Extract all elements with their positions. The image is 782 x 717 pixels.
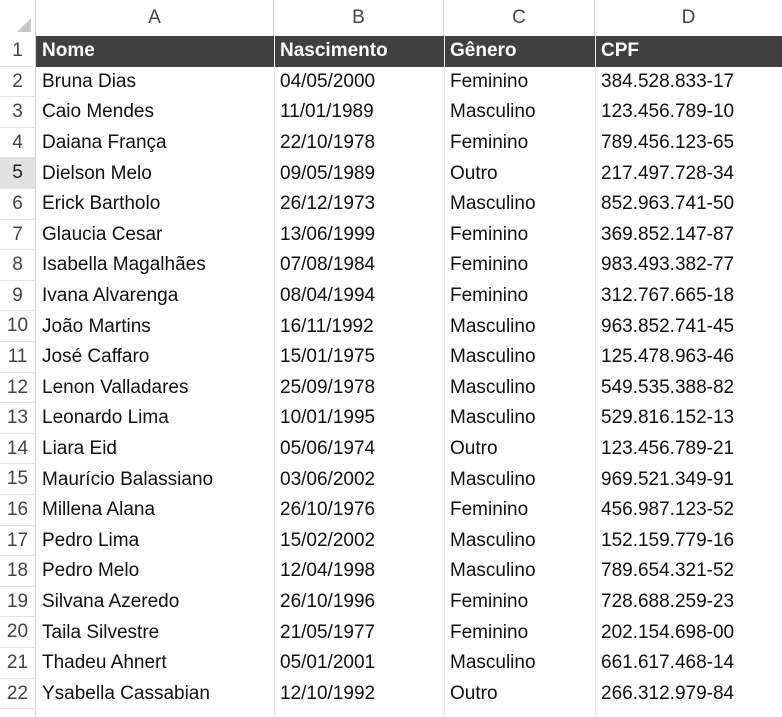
row-header-2[interactable]: 2	[0, 67, 36, 98]
cell-gender[interactable]: Masculino	[450, 468, 536, 490]
cell-name[interactable]: Liara Eid	[42, 438, 117, 460]
gridline	[595, 36, 596, 717]
cell-name[interactable]: Ysabella Cassabian	[42, 682, 210, 704]
cell-cpf[interactable]: 852.963.741-50	[601, 193, 735, 215]
table-row	[36, 220, 782, 251]
table-row	[36, 128, 782, 159]
cell-gender[interactable]: Masculino	[450, 407, 536, 429]
cell-name[interactable]: Maurício Balassiano	[42, 468, 214, 490]
cell-birthdate[interactable]: 08/04/1994	[280, 285, 376, 307]
cell-gender[interactable]: Outro	[450, 162, 498, 184]
table-row	[36, 311, 782, 342]
table-row	[36, 556, 782, 587]
select-all-button[interactable]	[0, 0, 36, 36]
table-row	[36, 403, 782, 434]
cell-name[interactable]: Erick Bartholo	[42, 193, 161, 215]
cell-gender[interactable]: Outro	[450, 682, 498, 704]
row-header-21[interactable]: 21	[0, 648, 36, 679]
table-row	[36, 67, 782, 98]
cell-cpf[interactable]: 123.456.789-21	[601, 438, 735, 460]
cell-birthdate[interactable]: 16/11/1992	[280, 315, 374, 337]
cell-name[interactable]: Pedro Melo	[42, 560, 140, 582]
row-header-15[interactable]: 15	[0, 464, 36, 495]
row-header-7[interactable]: 7	[0, 220, 36, 251]
header-cell-cpf[interactable]: CPF	[601, 40, 639, 62]
cell-name[interactable]: João Martins	[42, 315, 151, 337]
cell-name[interactable]: Bruna Dias	[42, 70, 136, 92]
table-row	[36, 158, 782, 189]
row-header-11[interactable]: 11	[0, 342, 36, 373]
table-row	[36, 679, 782, 710]
table-row	[36, 495, 782, 526]
cell-gender[interactable]: Masculino	[450, 376, 536, 398]
cell-gender[interactable]: Masculino	[450, 315, 536, 337]
row-header-16[interactable]: 16	[0, 495, 36, 526]
cell-gender[interactable]: Outro	[450, 438, 498, 460]
row-header-19[interactable]: 19	[0, 587, 36, 618]
table-row	[36, 464, 782, 495]
row-header-4[interactable]: 4	[0, 128, 36, 159]
cell-cpf[interactable]: 384.528.833-17	[601, 70, 735, 92]
cell-birthdate[interactable]: 13/06/1999	[280, 223, 376, 245]
cell-name[interactable]: Daiana França	[42, 132, 167, 154]
cell-birthdate[interactable]: 26/10/1976	[280, 499, 376, 521]
cell-birthdate[interactable]: 04/05/2000	[280, 70, 376, 92]
header-cell-name[interactable]: Nome	[42, 40, 95, 62]
row-header-18[interactable]: 18	[0, 556, 36, 587]
table-row	[36, 189, 782, 220]
row-header-12[interactable]: 12	[0, 373, 36, 404]
table-row	[36, 281, 782, 312]
cell-gender[interactable]: Feminino	[450, 591, 529, 613]
cell-cpf[interactable]: 202.154.698-00	[601, 621, 735, 643]
table-header-row	[36, 36, 782, 67]
cell-birthdate[interactable]: 12/10/1992	[280, 682, 376, 704]
table-row	[36, 617, 782, 648]
cell-name[interactable]: Silvana Azeredo	[42, 591, 180, 613]
cell-birthdate[interactable]: 03/06/2002	[280, 468, 376, 490]
cell-cpf[interactable]: 312.767.665-18	[601, 285, 735, 307]
row-header-1[interactable]: 1	[0, 36, 36, 67]
cell-cpf[interactable]: 728.688.259-23	[601, 591, 735, 613]
table-row	[36, 526, 782, 557]
select-all-icon	[17, 18, 31, 32]
cell-birthdate[interactable]: 11/01/1989	[280, 101, 374, 123]
cell-gender[interactable]: Masculino	[450, 560, 536, 582]
cell-birthdate[interactable]: 22/10/1978	[280, 132, 376, 154]
header-cell-birthdate[interactable]: Nascimento	[280, 40, 388, 62]
cell-birthdate[interactable]: 26/12/1973	[280, 193, 376, 215]
cell-name[interactable]: Pedro Lima	[42, 529, 140, 551]
cell-name[interactable]: Isabella Magalhães	[42, 254, 206, 276]
cell-cpf[interactable]: 661.617.468-14	[601, 652, 735, 674]
row-header-8[interactable]: 8	[0, 250, 36, 281]
row-header-5[interactable]: 5	[0, 158, 36, 189]
cell-name[interactable]: José Caffaro	[42, 346, 150, 368]
row-header-10[interactable]: 10	[0, 311, 36, 342]
cell-cpf[interactable]: 266.312.979-84	[601, 682, 735, 704]
cell-cpf[interactable]: 456.987.123-52	[601, 499, 735, 521]
cell-birthdate[interactable]: 05/06/1974	[280, 438, 376, 460]
cell-gender[interactable]: Feminino	[450, 70, 529, 92]
header-cell-gender[interactable]: Gênero	[450, 40, 517, 62]
row-header-22[interactable]: 22	[0, 679, 36, 710]
column-header-a[interactable]: A	[36, 0, 274, 36]
table-row	[36, 373, 782, 404]
cell-birthdate[interactable]: 15/02/2002	[280, 529, 376, 551]
cell-name[interactable]: Glaucia Cesar	[42, 223, 163, 245]
row-header-23-partial	[0, 710, 36, 717]
cell-birthdate[interactable]: 05/01/2001	[280, 652, 376, 674]
cell-birthdate[interactable]: 15/01/1975	[280, 346, 376, 368]
cell-cpf[interactable]: 123.456.789-10	[601, 101, 735, 123]
cell-cpf[interactable]: 969.521.349-91	[601, 468, 735, 490]
cell-gender[interactable]: Feminino	[450, 285, 529, 307]
column-header-c[interactable]: C	[444, 0, 595, 36]
row-header-13[interactable]: 13	[0, 403, 36, 434]
cell-gender[interactable]: Masculino	[450, 101, 536, 123]
cell-birthdate[interactable]: 25/09/1978	[280, 376, 376, 398]
cell-name[interactable]: Taila Silvestre	[42, 621, 160, 643]
cell-name[interactable]: Ivana Alvarenga	[42, 285, 179, 307]
cell-gender[interactable]: Feminino	[450, 223, 529, 245]
cell-gender[interactable]: Masculino	[450, 529, 536, 551]
row-header-20[interactable]: 20	[0, 617, 36, 648]
cell-cpf[interactable]: 983.493.382-77	[601, 254, 735, 276]
table-row	[36, 250, 782, 281]
row-header-3[interactable]: 3	[0, 97, 36, 128]
cell-gender[interactable]: Feminino	[450, 499, 529, 521]
cell-birthdate[interactable]: 21/05/1977	[280, 621, 376, 643]
cell-cpf[interactable]: 549.535.388-82	[601, 376, 735, 398]
row-header-17[interactable]: 17	[0, 526, 36, 557]
cell-name[interactable]: Caio Mendes	[42, 101, 154, 123]
gridline	[444, 36, 445, 717]
cell-cpf[interactable]: 529.816.152-13	[601, 407, 735, 429]
cell-gender[interactable]: Feminino	[450, 621, 529, 643]
cell-cpf[interactable]: 369.852.147-87	[601, 223, 735, 245]
column-header-d[interactable]: D	[681, 7, 696, 28]
cell-cpf[interactable]: 125.478.963-46	[601, 346, 735, 368]
cell-name[interactable]: Lenon Valladares	[42, 376, 189, 398]
cell-cpf[interactable]: 217.497.728-34	[601, 162, 735, 184]
table-row	[36, 97, 782, 128]
table-row	[36, 434, 782, 465]
cell-birthdate[interactable]: 10/01/1995	[280, 407, 376, 429]
column-header-bar	[0, 0, 782, 37]
table-row	[36, 648, 782, 679]
column-header-b[interactable]: B	[274, 0, 444, 36]
table-row	[36, 587, 782, 618]
row-header-14[interactable]: 14	[0, 434, 36, 465]
cell-gender[interactable]: Masculino	[450, 346, 536, 368]
cell-name[interactable]: Dielson Melo	[42, 162, 152, 184]
cell-birthdate[interactable]: 26/10/1996	[280, 591, 376, 613]
cell-birthdate[interactable]: 09/05/1989	[280, 162, 376, 184]
cell-birthdate[interactable]: 07/08/1984	[280, 254, 376, 276]
cell-cpf[interactable]: 152.159.779-16	[601, 529, 735, 551]
gridline	[274, 36, 275, 717]
cell-gender[interactable]: Feminino	[450, 132, 529, 154]
table-row	[36, 342, 782, 373]
cell-cpf[interactable]: 963.852.741-45	[601, 315, 735, 337]
cell-name[interactable]: Thadeu Ahnert	[42, 652, 167, 674]
cell-cpf[interactable]: 789.654.321-52	[601, 560, 735, 582]
row-header-6[interactable]: 6	[0, 189, 36, 220]
cell-name[interactable]: Millena Alana	[42, 499, 156, 521]
cell-gender[interactable]: Feminino	[450, 254, 529, 276]
cell-name[interactable]: Leonardo Lima	[42, 407, 169, 429]
cell-birthdate[interactable]: 12/04/1998	[280, 560, 376, 582]
cell-gender[interactable]: Masculino	[450, 193, 536, 215]
row-header-9[interactable]: 9	[0, 281, 36, 312]
cell-gender[interactable]: Masculino	[450, 652, 536, 674]
cell-cpf[interactable]: 789.456.123-65	[601, 132, 735, 154]
